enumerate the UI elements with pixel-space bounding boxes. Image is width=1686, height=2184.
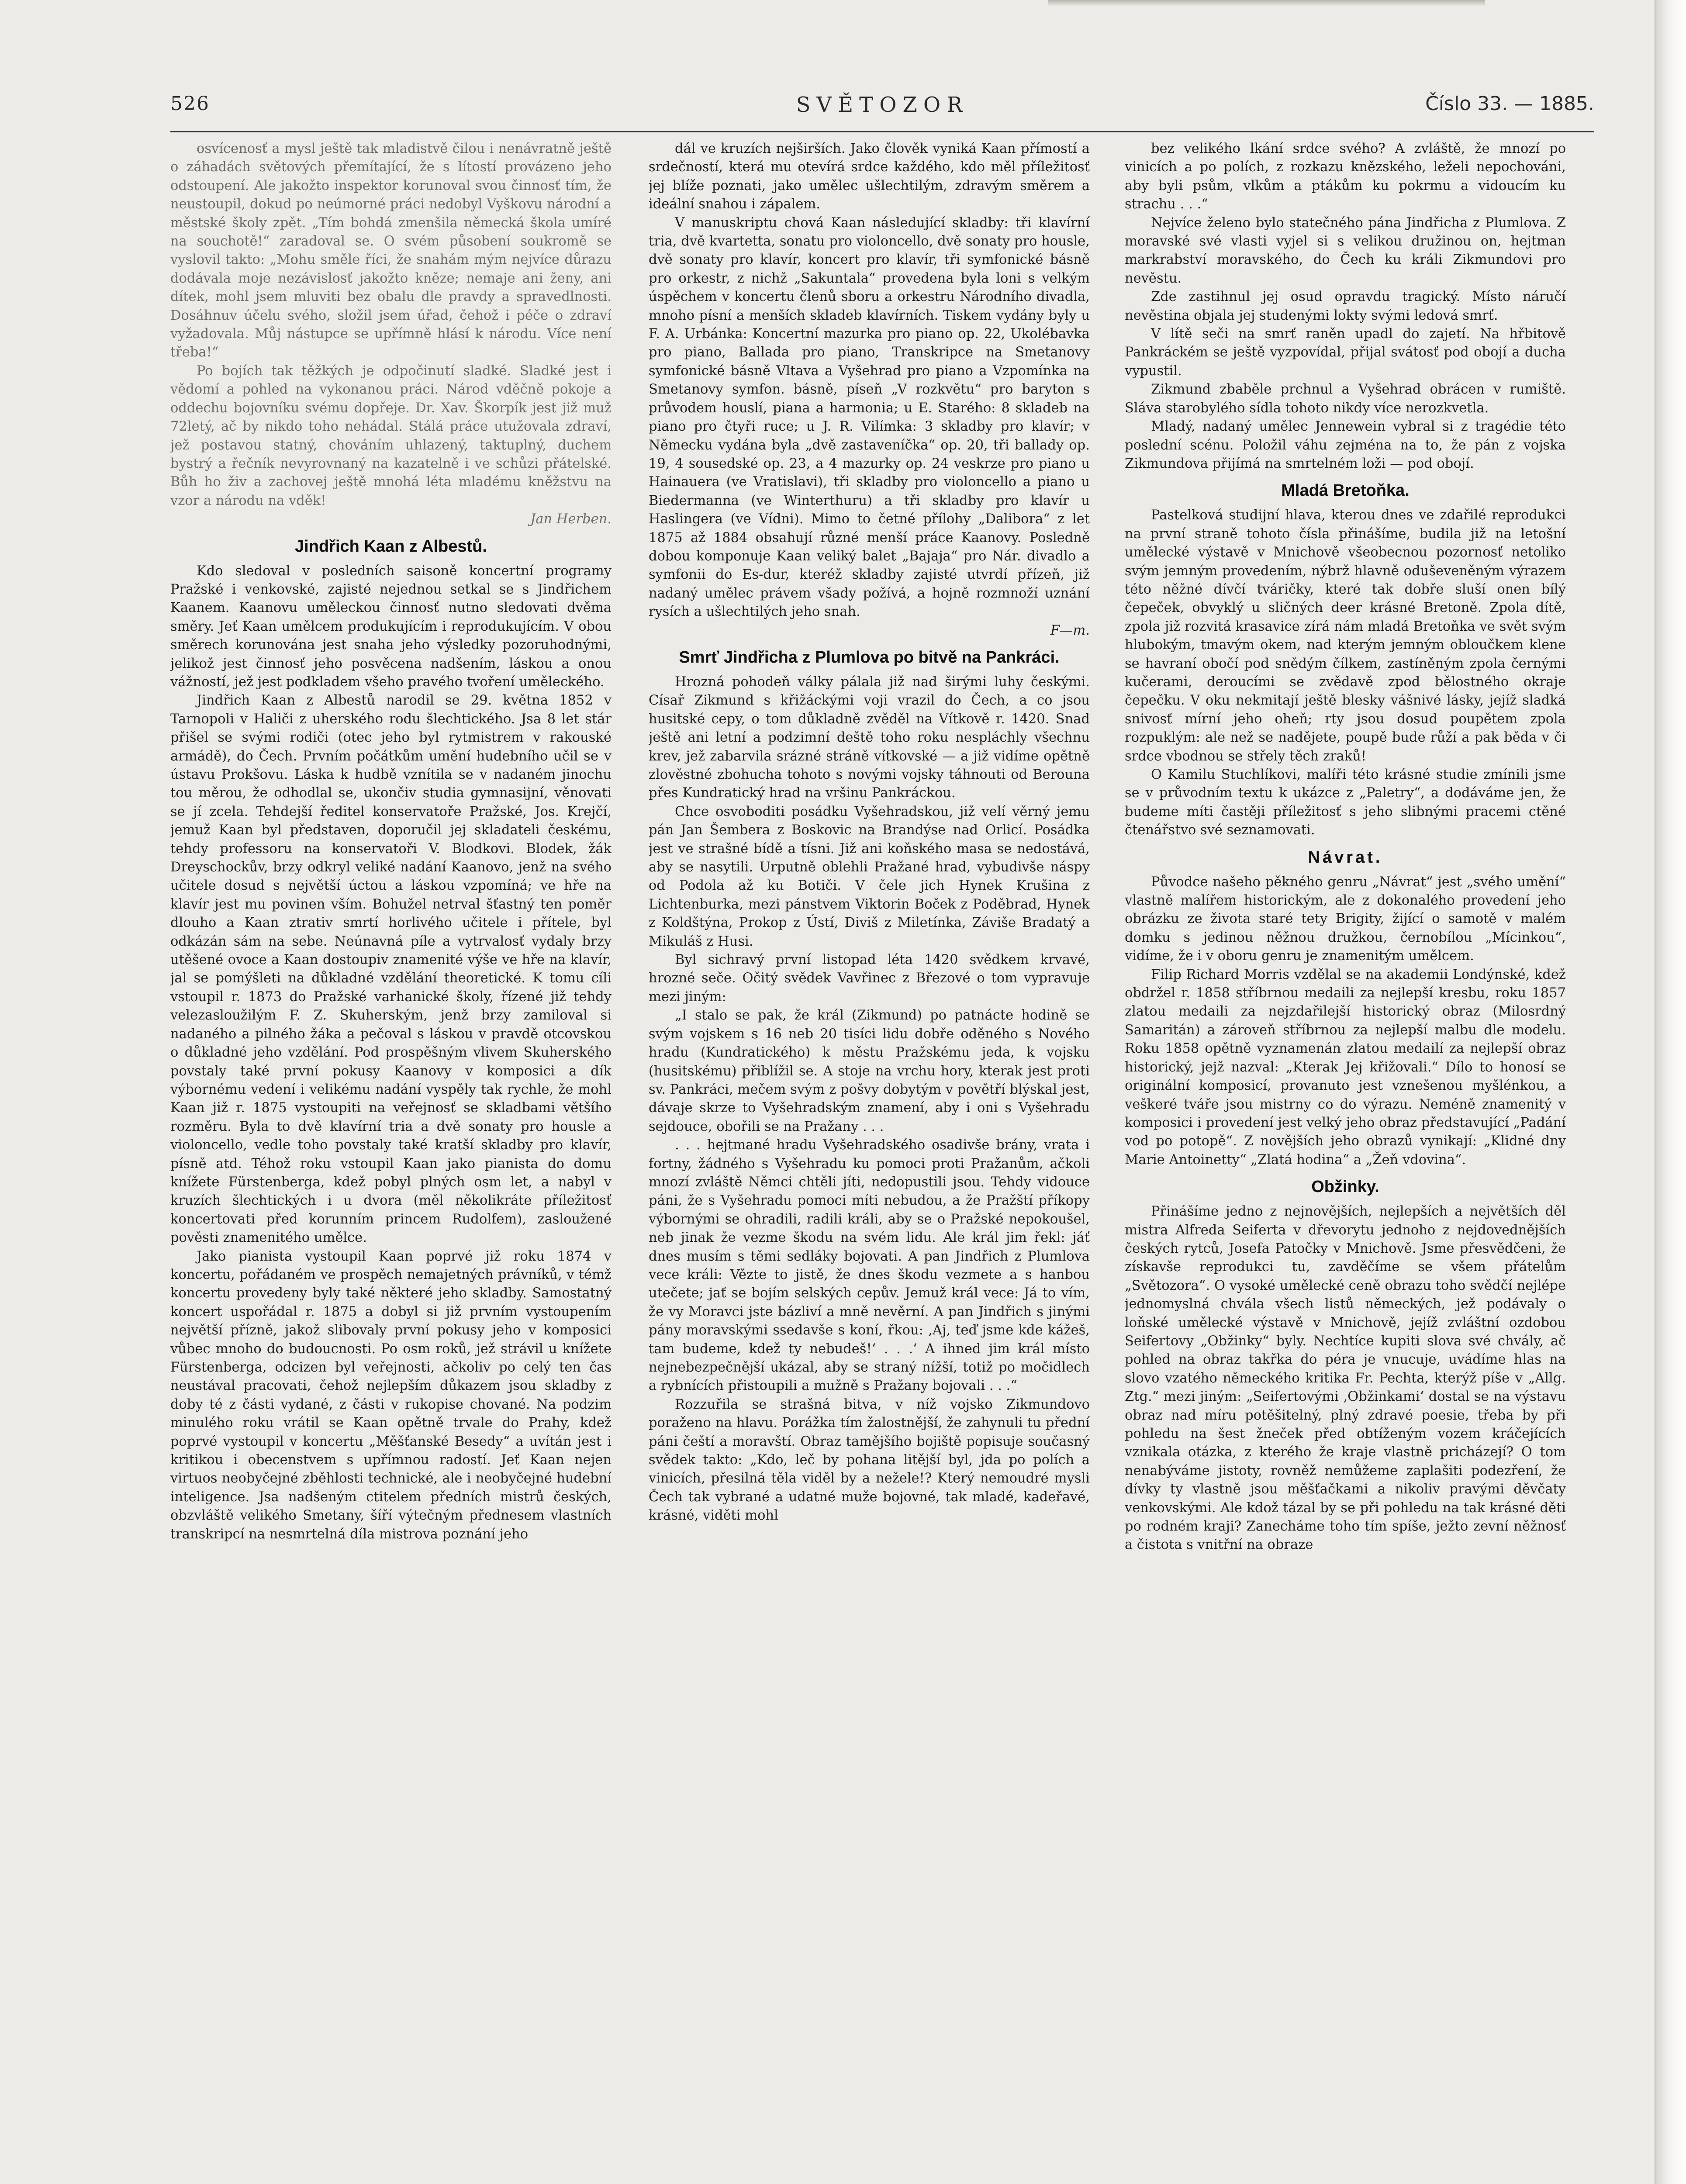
page-number: 526 — [170, 93, 210, 115]
paragraph: bez velikého lkání srdce svého? A zvláště, že mnozí po vinicích a po polích, z rozkazu knězského, leželi nepochováni, aby byli psům, vlkům a ptákům ku pokrmu a vidoucím ku strachu . . .“ — [1125, 141, 1566, 212]
paragraph: . . . hejtmané hradu Vyšehradského osadivše brány, vrata i fortny, žádného s Vyšehradu ku pomoci proti Pražanům, ačkoli mnozí zvláště Němci chtěli jíti, nedopustili jsou. Tehdy vidouce páni, že s Vyšehradu pomoci míti nebudou, a že Pražští příkopy výbornými se ohradili, radili králi, aby se o Pražské nepokoušel, neb jinak že vezme škodu na svém lidu. Ale král jim řekl: jáť dnes musím s těmi sedláky bojovati. A pan Jindřich z Plumlova vece králi: Vězte to jistě, že dnes škodu vezmete a s hanbou utečete; jať se bojím selských cepův. Jemuž král vece: Já to vím, že vy Moravci jste bázliví a mně nevěrní. A pan Jindřich s jinými pány moravskými ssedavše s koní, řkou: ,Aj, teď jsme kde kážeš, tam budeme, kdež ty nebudeš!‘ . . .‘ A ihned jim král místo nejnebezpečnější ukázal, aby se straný nížší, totiž po močidlech a rybnících přistoupili a mužně s Pražany bojovali . . .“ — [649, 1137, 1090, 1394]
paragraph: Byl sichravý první listopad léta 1420 svědkem krvavé, hrozné seče. Očitý svědek Vavřinec z Březové o tom vypravuje mezi jiným: — [649, 952, 1090, 1005]
section-title: Mladá Bretoňka. — [1281, 481, 1410, 500]
paragraph: Pastelková studijní hlava, kterou dnes ve zdařilé reprodukci na první straně tohoto čísla přinášíme, budila již na letošní umělecké výstavě v Mnichově všeobecnou pozornosť netoliko svým jemným provedením, nýbrž hlavně oduševeněným výrazem této něžné dívčí tváričky, které tak dobře sluší onen bílý čepeček, obvyklý u sličných deer krásné Bretoně. Zpola dítě, zpola již rozvitá krasavice zírá nám mladá Bretoňka ve svět svým hlubokým, tmavým okem, nad kterým jemným obloučkem klene se havraní obočí pod snědým čílkem, zastíněným zpola černými kučerami, deroucími se zvědavě zpod bělostného okraje čepečku. V oku nekmitají ještě blesky vášnivé lásky, jejíž sladká snivosť mírní jeho oheň; rty jsou dosud poupětem zpola rozpuklým: ale než se nadějete, poupě bude růží a pak běda v či srdce vbodnou se střely těch zraků! — [1125, 508, 1566, 764]
article-title: Smrť Jindřicha z Plumlova po bitvě na Pankráci. — [679, 648, 1060, 667]
paragraph: Jako pianista vystoupil Kaan poprvé již roku 1874 v koncertu, pořádaném ve prospěch nemajetných právníků, v témž koncertu provedeny byly také některé jeho skladby. Samostatný koncert uspořádal r. 1875 a dobyl si již prvním vystoupením největší přízně, jakož slibovaly první pokusy jeho v komposici vůbec mnoho do budoucnosti. Po osm roků, jež strávil u knížete Fürstenberga, odcizen byl veřejnosti, ačkoliv po celý ten čas neustával pracovati, čehož nejlepším důkazem jsou skladby z doby té z části vydané, z části v rukopise chované. Na podzim minulého roku vrátil se Kaan opětně trvale do Prahy, kdež poprvé vystoupil v koncertu „Měšťanské Besedy“ a uvítán jest i kritikou i obecenstvem s upřímnou radostí. Jeť Kaan nejen virtuos neobyčejné zběhlosti technické, ale i neobyčejné hudební inteligence. Jsa nadšeným ctitelem předních mistrů českých, obzvláště velikého Smetany, šíří výtečným přednesem vlastních transkripcí na nesmrtelná díla mistrova poznání jeho — [170, 1248, 612, 1542]
signature: Jan Herben. — [530, 511, 612, 527]
paragraph: Rozzuřila se strašná bitva, v níž vojsko Zikmundovo poraženo na hlavu. Porážka tím žalostnější, že zahynuli tu přední páni čeští a moravští. Obraz tamějšího bojiště popisuje současný svědek takto: „Kdo, leč by pohana litější byl, jda po polích a vinicích, přesilná těla viděl by a nežele!? Který nemoudré mysli Čech tak vybrané a udatné muže bojovné, tak mladé, kadeřavé, krásné, viděti mohl — [649, 1396, 1090, 1524]
header-rule — [170, 131, 1594, 132]
scan-shadow — [1048, 0, 1485, 6]
paragraph: Přinášíme jedno z nejnovějších, nejlepších a největších děl mistra Alfreda Seiferta v dřevorytu jednoho z nejdovednějších českých rytců, Josefa Patočky v Mnichově. Jsme přesvědčeni, že získavše reprodukci tu, zavděčíme se všem přátelům „Světozora“. O vysoké umělecké ceně obrazu toho svědčí nejlépe jednomyslná chvála všech listů německých, jež podávaly o loňské umělecké výstavě v Mnichově, jejíž zvláštní ozdobou Seifertovy „Obžinky“ byly. Nechtíce kupiti slova své chvály, ač pohled na obraz takřka do péra je vnucuje, uvádíme hlas na slovo vzatého německého kritika Fr. Pechta, kterýž píše v „Allg. Ztg.“ mezi jiným: „Seifertovými ,Obžinkami‘ dostal se na výstavu obraz nad míru potěšitelný, plný zdravé poesie, třeba by při pohledu na šest žneček před obtíženým vozem kráčejících vznikala otázka, z kterého že kraje vlastně pricházejí? O tom nenabýváme jistoty, rovněž nemůžeme zaplašiti podezření, že dívky ty vlastně jsou měšťačkami a nikoliv pravými děvčaty venkovskými. Ale kdož tázal by se při pohledu na tak krásné děti po rodném kraji? Zanecháme toho tím spíše, ježto zevní něžnosť a čistota s vnitřní na obraze — [1125, 1204, 1566, 1553]
paragraph: Zikmund zbaběle prchnul a Vyšehrad obrácen v rumiště. Sláva starobylého sídla tohoto nikdy více nerozkvetla. — [1125, 382, 1566, 416]
paragraph: Kdo sledoval v posledních saisoně koncertní programy Pražské i venkovské, zajisté nejednou setkal se s Jindřichem Kaanem. Kaanovu uměleckou činnosť nutno sledovati dvěma směry. Jeť Kaan umělcem produkujícím i reprodukujícím. V obou směrech korunována jest snaha jeho výsledky pozoruhodnými, jelikož jest činnosť jeho posvěcena nadšením, láskou a onou vážností, jež jest podkladem všeho pravého tvoření uměleckého. — [170, 563, 612, 690]
page-header — [170, 93, 1594, 123]
paragraph: Hrozná pohodeň války pálala již nad širými luhy českými. Císař Zikmund s křižáckými voji vrazil do Čech, a co jsou husitské cepy, o tom důkladně zvěděl na Vítkově r. 1420. Snad ještě ani letní a podzimní deště toho roku nespláchly všechnu krev, jež zabarvila srázné stráně vítkovské — a již vidíme opětně zlověstné zbohucha tohoto s novými vojsky táhnouti od Berouna přes Kundratický hrad na vršinu Pankráckou. — [649, 674, 1090, 801]
paragraph: Po bojích tak těžkých je odpočinutí sladké. Sladké jest i vědomí a pohled na vykonanou práci. Národ vděčně pokoje a oddechu bojovníku svému dopřeje. Dr. Xav. Škorpík jest již muž 72letý, ač by nikdo toho nehádal. Stálá práce utužovala zdraví, jež postavou statný, chováním uhlazený, taktuplný, duchem bystrý a řečník nevyrovnaný na kazatelně i ve schůzi přátelské. Bůh ho živ a zachovej ještě mnohá léta mladému kněžstvu na vzor a národu na vděk! — [170, 363, 612, 508]
paragraph: Filip Richard Morris vzdělal se na akademii Londýnské, kdež obdržel r. 1858 stříbrnou medaili za nejlepší kresbu, roku 1857 zlatou medaili za nejzdařilejší historický obraz (Milosrdný Samaritán) a zároveň stříbrnou za nejlepší malbu dle modelu. Roku 1858 opětně vyznamenán zlatou medailí za nejlepší obraz historický, jejž nazval: „Kterak Jej křižovali.“ Dílo to honosí se originální komposicí, provanuto jest vznešenou myšlénkou, a veškeré tváře jsou mistrny co do výrazu. Neméně znamenitý v komposici i provedení jest velký jeho obraz představující „Padání vod po potopě“. Z novějších jeho obrazů vynikají: „Klidné dny Marie Antoinetty“ „Zlatá hodina“ a „Žeň vdovina“. — [1125, 967, 1566, 1168]
paragraph: Původce našeho pěkného genru „Návrat“ jest „svého umění“ vlastně malířem historickým, ale z dokonalého provedení jeho obrázku ze života staré tety Brigity, žijící o samotě v malém domku s jedinou něžnou družkou, černobílou „Mícinkou“, vidíme, že i v oboru genru je znamenitým umělcem. — [1125, 874, 1566, 964]
article-title: Jindřich Kaan z Albestů. — [295, 537, 487, 556]
section-title: Obžinky. — [1311, 1178, 1379, 1196]
section-title: Návrat. — [1308, 848, 1383, 867]
signature: F—m. — [1050, 622, 1090, 638]
masthead: SVĚTOZOR — [796, 93, 969, 117]
paragraph: Zde zastihnul jej osud opravdu tragický. Místo náručí nevěstina objala jej studenými lokty svými ledová smrť. — [1125, 289, 1566, 323]
column-2 — [649, 140, 1090, 2184]
paragraph: O Kamilu Stuchlíkovi, malíři této krásné studie zmínili jsme se v průvodním textu k ukázce z „Paletry“, a dodáváme jen, že budeme míti častěji příležitosť s jeho slibnými pracemi ctěné čtenářstvo své seznamovati. — [1125, 767, 1566, 838]
issue-number: Číslo 33. — 1885. — [1425, 93, 1594, 115]
column-1 — [170, 140, 612, 2184]
paragraph: V lítě seči na smrť raněn upadl do zajetí. Na hřbitově Pankráckém se ještě vyzpovídal, přijal svátosť pod obojí a ducha vypustil. — [1125, 326, 1566, 379]
paragraph: Mladý, nadaný umělec Jennewein vybral si z tragédie této poslední scénu. Položil váhu zejména na to, že pán z vojska Zikmundova přijímá na smrtelném loži — pod obojí. — [1125, 419, 1566, 471]
paragraph: „I stalo se pak, že král (Zikmund) po patnácte hodině se svým vojskem s 16 neb 20 tisíci lidu dobře oděného s Nového hradu (Kundratického) k městu Pražskému jeda, k vojsku (husitskému) přiblížil se. A stoje na vrchu hory, kterak jest proti sv. Pankráci, mečem svým z pošvy dobytým v povětří blýskal jest, dávaje skrze to Vyšehradským znamení, aby i oni s Vyšehradu sejdouce, obořili se na Pražany . . . — [649, 1008, 1090, 1134]
paragraph: Jindřich Kaan z Albestů narodil se 29. května 1852 v Tarnopoli v Haliči z uherského rodu šlechtického. Jsa 8 let stár přišel se svými rodiči (otec jeho byl rytmistrem v rakouské armádě), do Čech. Prvním počátkům umění hudebního učil se v ústavu Prokšovu. Láska k hudbě vznítila se v nadaném jinochu tou měrou, že odhodlal se, ukončiv studia gymnasijní, věnovati se jí zcela. Tehdejší ředitel konservatoře Pražské, Jos. Krejčí, jemuž Kaan byl představen, doporučil jej skladateli českému, tehdy professoru na konservatoři V. Blodkovi. Blodek, žák Dreyschockův, brzy odkryl veliké nadání Kaanovo, jenž na svého učitele dosud s největší úctou a láskou vzpomíná; ve hře na klavír jest mu povinen vším. Bohužel netrval šťastný ten poměr dlouho a Kaan ztrativ smrtí horlivého učitele i přítele, byl odkázán sám na sebe. Neúnavná píle a vytrvalosť vydaly brzy utěšené ovoce a Kaan dostoupiv znamenité výše ve hře na klavír, jal se pomýšleti na důkladné vzdělání theoretické. K tomu cíli vstoupil r. 1873 do Pražské varhanické školy, řízené již tehdy velezasloužilým F. Z. Skuherským, jenž brzy zamiloval si nadaného a pilného žáka a pečoval s láskou v pravdě otcovskou o důkladné jeho vzdělání. Pod prospěšným vlivem Skuherského povstaly také první pokusy Kaanovy v komposici a dík výbornému vedení i velikému nadání vyspěly tak rychle, že mohl Kaan již r. 1875 vystoupiti na veřejnosť se skladbami většího rozměru. Byla to dvě klavírní tria a dvě sonaty pro housle a violoncello, vedle toho povstaly také kratší skladby pro klavír, písně atd. Téhož roku vstoupil Kaan jako pianista do domu knížete Fürstenberga, kdež pobyl plných osm let, a nabyl v kruzích šlechtických i u dvora (měl několikráte příležitosť koncertovati před korunním princem Rudolfem), zasloužené pověsti znamenitého umělce. — [170, 693, 612, 1246]
paragraph: dál ve kruzích nejširších. Jako člověk vyniká Kaan přímostí a srdečností, která mu otevírá srdce každého, kdo měl příležitosť jej blíže poznati, jako umělec ušlechtilým, zdravým směrem a ideální snahou i zápalem. — [649, 141, 1090, 212]
page-binding-edge — [1655, 0, 1686, 2184]
paragraph: Nejvíce želeno bylo statečného pána Jindřicha z Plumlova. Z moravské své vlasti vyjel si s velikou družinou on, hejtman markrabství moravského, do Čech ku králi Zikmundovi pro nevěstu. — [1125, 215, 1566, 286]
paragraph: Chce osvoboditi posádku Vyšehradskou, již velí věrný jemu pán Jan Šembera z Boskovic na Brandýse nad Orlicí. Posádka jest ve strašné bídě a tísni. Již ani koňského masa se nedostává, aby se nasytili. Urputně oblehli Pražané hrad, vybudivše náspy od Podola až ku Botiči. V čele jich Hynek Krušina z Lichtenburka, mezi pánstvem Viktorin Boček z Poděbrad, Hynek z Koldštýna, Prokop z Ústí, Diviš z Miletínka, Záviše Bradatý a Mikuláš z Husi. — [649, 804, 1090, 949]
paragraph: V manuskriptu chová Kaan následující skladby: tři klavírní tria, dvě kvartetta, sonatu pro violoncello, dvě sonaty pro housle, dvě sonaty pro klavír, koncert pro klavír, tři symfonické básně pro orkestr, z nichž „Sakuntala“ provedena byla loni s velkým úspěchem v koncertu členů sboru a orkestru Národního divadla, mnoho písní a menších skladeb klavírních. Tiskem vydány byly u F. A. Urbánka: Koncertní mazurka pro piano op. 22, Ukolébavka pro piano, Ballada pro piano, Transkripce na Smetanovy symfonické básně Vltava a Vyšehrad pro piano a Vzpomínka na Smetanovy symfon. básně, píseň „V rozkvětu“ pro baryton s průvodem houslí, piana a harmonia; u E. Starého: 8 skladeb na piano pro čtyři ruce; u J. R. Vilímka: 3 skladby pro klavír; v Německu vydána byla „dvě zastaveníčka“ op. 20, tři ballady op. 19, 4 sousedské op. 23, a 4 mazurky op. 24 veskrze pro piano u Hainauera (ve Vratislavi), tři skladby pro violoncello a piano u Biedermanna (ve Winterthuru) a tři skladby pro klavír u Haslingera (ve Vídni). Mimo to četné přílohy „Dalibora“ z let 1875 až 1884 obsahují různé menší práce Kaanovy. Posledně dobou komponuje Kaan veliký balet „Bajaja“ pro Nár. divadlo a symfonii do Es-dur, kteréž skladby zajisté utvrdí přízeň, již nadaný umělec právem všady požívá, a hojně rozmnoží uznání rysích a ušlechtilých jeho snah. — [649, 215, 1090, 620]
column-3 — [1125, 140, 1566, 2184]
paragraph: osvícenosť a mysl ještě tak mladistvě čilou i nenávratně ještě o záhadách světových přemítající, že s lítostí provázeno jeho odstoupení. Ale jakožto inspektor korunoval svou činnosť tím, že neustoupil, dokud po neúmorné práci nedobyl Vyškovu národní a městské školy zpět. „Tím bohdá zmenšila německá škola umíré na souchotě!“ zaradoval se. O svém působení soukromě se vyslovil takto: „Mohu směle říci, že snahám mým nejvíce důrazu dodávala moje nezávislosť jakožto kněze; nemaje ani ženy, ani dítek, mohl jsem mluviti bez obalu dle pravdy a spravedlnosti. Dosáhnuv účelu svého, složil jsem úřad, čehož i péče o zdraví vyžadovala. Můj nástupce se upřímně hlásí k národu. Více není třeba!“ — [170, 141, 612, 360]
